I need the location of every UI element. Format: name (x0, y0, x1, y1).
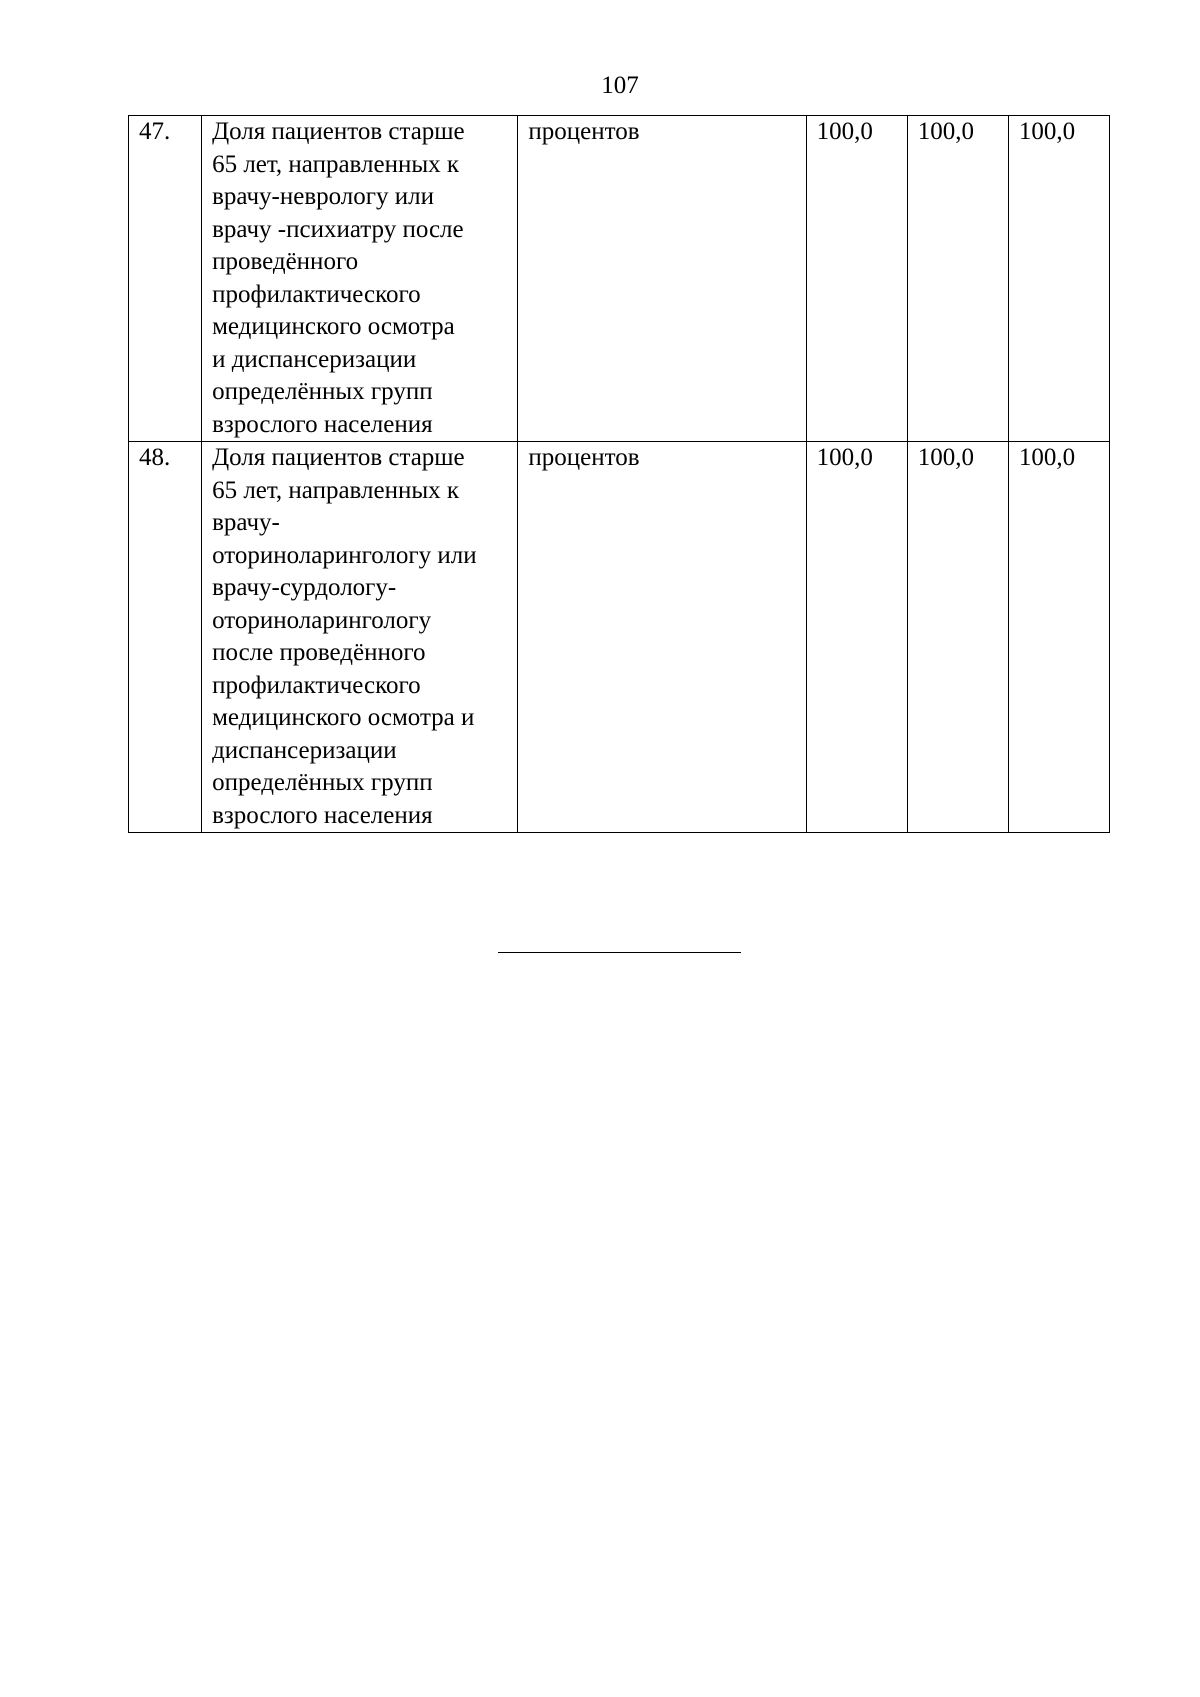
indicator-name: Доля пациентов старше 65 лет, направленных к врачу- оториноларингологу или врачу-сурдологу- оториноларингологу после проведённого профилактического медицинского осмотра и диспансеризации определённых групп взрослого населения (202, 442, 518, 833)
value-year-3: 100,0 (1008, 116, 1109, 442)
unit-of-measure: процентов (518, 116, 806, 442)
table-row (129, 442, 1110, 833)
end-separator-line (498, 952, 741, 953)
page-number: 107 (601, 72, 639, 99)
value-year-1: 100,0 (806, 116, 907, 442)
value-year-2: 100,0 (907, 442, 1008, 833)
value-year-3: 100,0 (1008, 442, 1109, 833)
unit-of-measure: процентов (518, 442, 806, 833)
row-number: 47. (129, 116, 202, 442)
value-year-2: 100,0 (907, 116, 1008, 442)
table-row (129, 116, 1110, 442)
row-number: 48. (129, 442, 202, 833)
indicator-name: Доля пациентов старше 65 лет, направленных к врачу-неврологу или врачу -психиатру после проведённого профилактического медицинского осмотра и диспансеризации определённых групп взрослого населения (202, 116, 518, 442)
indicators-table (128, 115, 1110, 833)
value-year-1: 100,0 (806, 442, 907, 833)
